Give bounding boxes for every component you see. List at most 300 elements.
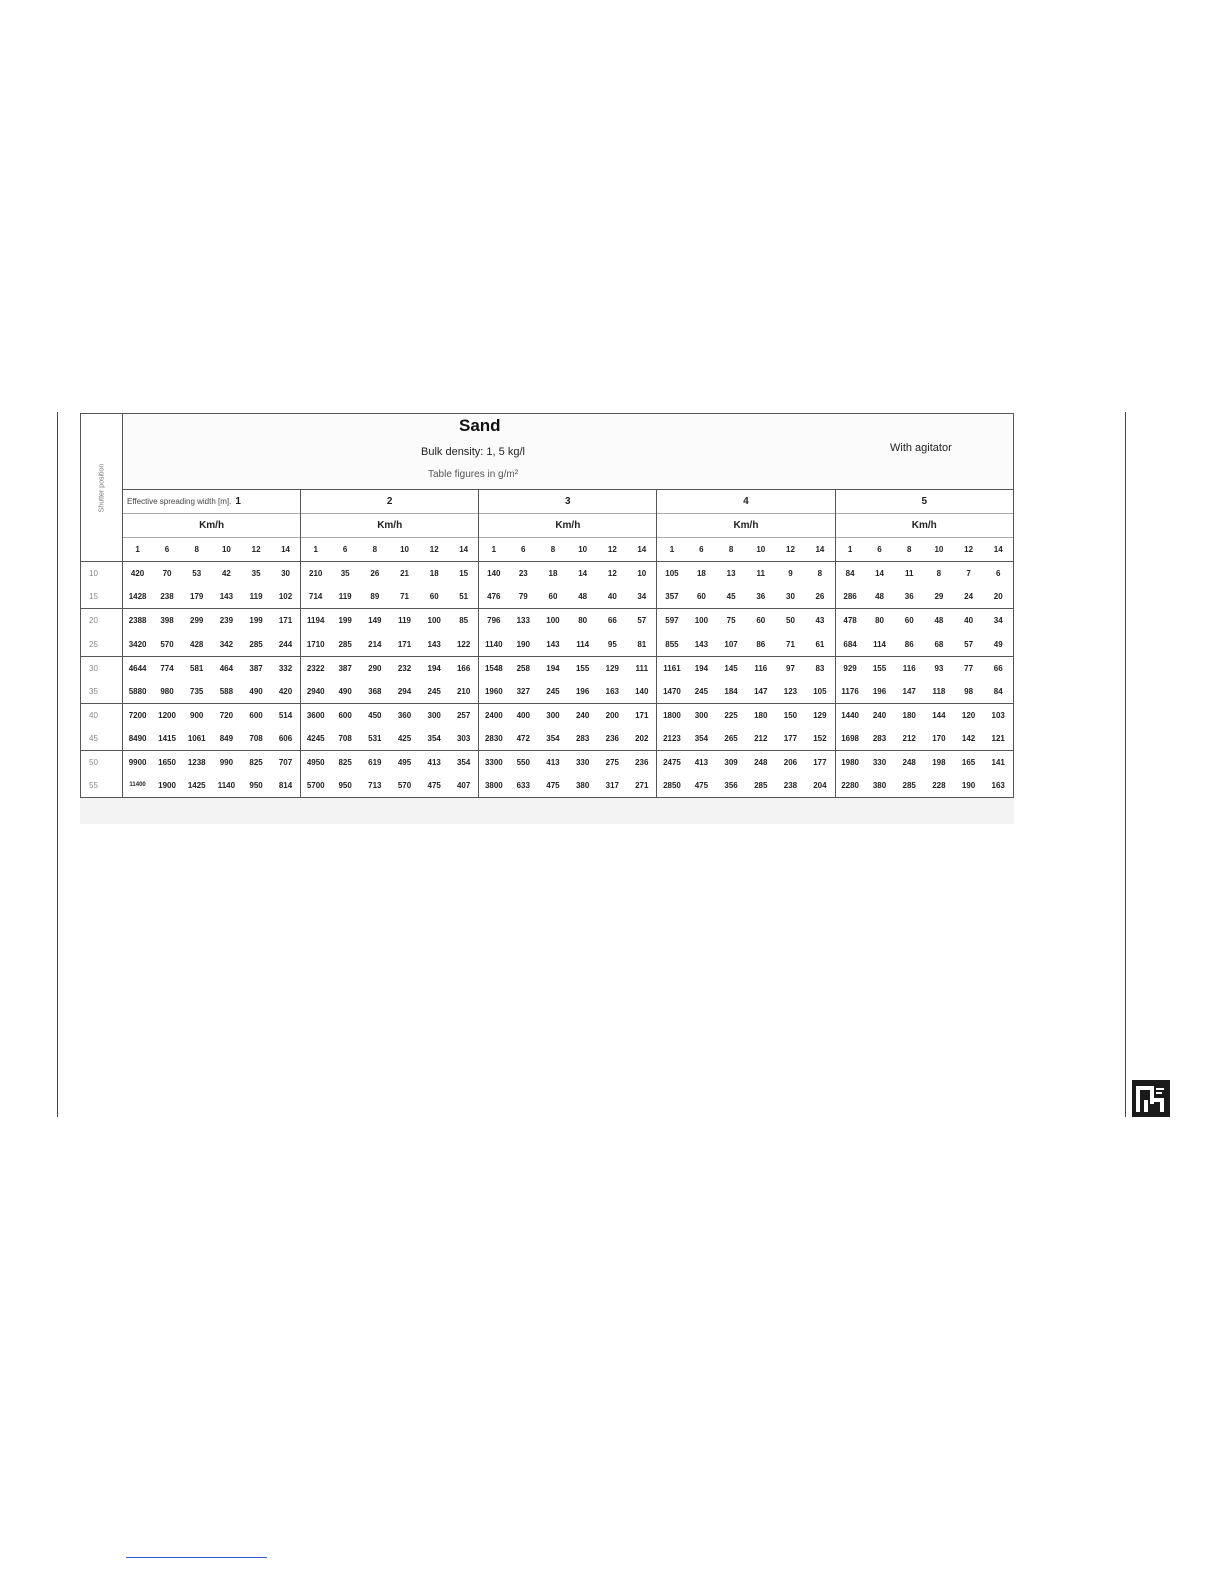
rate-cell: 286 — [843, 592, 857, 602]
rate-cell: 425 — [397, 733, 412, 743]
rate-cell: 265 — [724, 733, 738, 743]
rate-cell: 1415 — [158, 733, 176, 743]
speed-column-header: 6 — [508, 538, 538, 562]
speed-column-header: 8 — [894, 538, 924, 562]
rate-cell: 300 — [419, 703, 449, 727]
rate-cell: 3600 — [301, 703, 331, 727]
shutter-position-value: 45 — [81, 727, 123, 751]
rate-cell: 77 — [954, 656, 984, 680]
speed-column-header: 14 — [983, 538, 1013, 562]
rate-cell: 514 — [271, 703, 301, 727]
spreading-width-value: 5 — [921, 496, 928, 508]
rate-cell: 97 — [776, 656, 806, 680]
rate-cell: 119 — [249, 592, 263, 602]
rate-cell: 475 — [687, 774, 717, 798]
speed-unit-label: Km/h — [301, 514, 479, 538]
speed-column-header: 6 — [152, 538, 182, 562]
rate-cell: 210 — [449, 680, 479, 704]
rate-cell: 684 — [843, 639, 857, 649]
rate-cell: 36 — [904, 592, 914, 602]
rate-cell: 550 — [508, 750, 538, 774]
rate-cell: 1425 — [182, 774, 212, 798]
rate-cell: 774 — [152, 656, 182, 680]
rate-cell: 210 — [301, 562, 331, 586]
rate-cell: 80 — [865, 609, 895, 633]
rate-cell: 180 — [746, 703, 776, 727]
spreading-width-value: 3 — [565, 496, 571, 508]
rate-cell: 478 — [835, 609, 865, 633]
rate-cell: 24 — [964, 592, 974, 602]
speed-column-header: 12 — [598, 538, 628, 562]
rate-cell: 368 — [368, 686, 382, 696]
rate-cell: 300 — [538, 703, 568, 727]
rate-cell: 6 — [983, 562, 1013, 586]
rate-cell: 271 — [627, 774, 657, 798]
rate-cell: 116 — [746, 656, 776, 680]
rate-cell: 83 — [805, 656, 835, 680]
spreading-width-value: 2 — [386, 496, 393, 508]
speed-column-header: 12 — [419, 538, 449, 562]
spreading-width-2-header — [301, 490, 479, 514]
rate-cell: 238 — [160, 592, 174, 602]
rate-cell: 7 — [954, 562, 984, 586]
rate-cell: 103 — [983, 703, 1013, 727]
rate-cell: 86 — [904, 639, 914, 649]
rate-cell: 184 — [724, 686, 738, 696]
rate-cell: 177 — [805, 750, 835, 774]
rate-cell: 40 — [954, 609, 984, 633]
rate-cell: 420 — [271, 680, 301, 704]
rate-cell: 475 — [419, 774, 449, 798]
table-row — [81, 727, 1014, 751]
rate-cell: 413 — [538, 750, 568, 774]
rate-cell: 194 — [419, 656, 449, 680]
speed-column-header: 8 — [360, 538, 390, 562]
rate-cell: 285 — [894, 774, 924, 798]
rate-cell: 49 — [983, 633, 1013, 657]
rate-cell: 30 — [786, 592, 795, 602]
rate-cell: 11 — [894, 562, 924, 586]
table-shadow — [80, 798, 1014, 824]
rate-cell: 239 — [212, 609, 242, 633]
rate-cell: 147 — [754, 686, 768, 696]
rate-cell: 285 — [338, 639, 352, 649]
rate-cell: 35 — [330, 562, 360, 586]
speed-column-header: 1 — [835, 538, 865, 562]
rate-cell: 708 — [249, 733, 263, 743]
rate-cell: 2940 — [306, 686, 325, 696]
rate-cell: 9 — [776, 562, 806, 586]
rate-cell: 171 — [627, 703, 657, 727]
rate-cell: 1061 — [187, 733, 206, 743]
rate-cell: 283 — [872, 733, 887, 743]
rate-cell: 102 — [271, 585, 301, 609]
rate-cell: 204 — [805, 774, 835, 798]
rate-cell: 290 — [360, 656, 390, 680]
rate-cell: 707 — [271, 750, 301, 774]
shutter-position-value: 35 — [81, 680, 123, 704]
rate-cell: 26 — [805, 585, 835, 609]
rate-cell: 84 — [835, 562, 865, 586]
rate-cell: 236 — [627, 750, 657, 774]
spreading-width-row — [81, 490, 1014, 514]
shutter-position-header — [81, 414, 123, 562]
rate-cell: 398 — [152, 609, 182, 633]
rate-cell: 285 — [746, 774, 776, 798]
rate-cell: 163 — [983, 774, 1013, 798]
table-row — [81, 585, 1014, 609]
spreading-width-label: Effective spreading width [m]. — [127, 497, 232, 507]
rate-cell: 20 — [983, 585, 1013, 609]
spreading-width-4-header — [657, 490, 835, 514]
rate-cell: 232 — [390, 656, 420, 680]
rate-cell: 200 — [598, 703, 628, 727]
rate-cell: 145 — [716, 656, 746, 680]
rate-cell: 929 — [835, 656, 865, 680]
speed-column-header: 1 — [301, 538, 331, 562]
rate-cell: 212 — [902, 733, 916, 743]
rate-cell: 464 — [212, 656, 242, 680]
rate-cell: 123 — [783, 686, 798, 696]
rate-cell: 327 — [516, 686, 530, 696]
rate-cell: 53 — [182, 562, 212, 586]
rate-cell: 14 — [865, 562, 895, 586]
rate-cell: 713 — [360, 774, 390, 798]
shutter-position-value: 50 — [81, 750, 123, 774]
speed-unit-label: Km/h — [479, 514, 657, 538]
rate-cell: 600 — [241, 703, 271, 727]
rate-cell: 143 — [694, 639, 709, 649]
rate-cell: 142 — [961, 733, 976, 743]
table-row — [81, 562, 1014, 586]
rate-cell: 1710 — [306, 639, 325, 649]
rate-cell: 633 — [508, 774, 538, 798]
rate-cell: 238 — [776, 774, 806, 798]
rate-cell: 400 — [508, 703, 538, 727]
rate-cell: 1548 — [479, 656, 509, 680]
units-note: Table figures in g/m² — [428, 469, 519, 480]
rate-cell: 1161 — [657, 656, 687, 680]
spreading-width-value: 4 — [743, 496, 749, 508]
rate-cell: 796 — [479, 609, 509, 633]
rate-cell: 118 — [932, 686, 946, 696]
rate-cell: 720 — [212, 703, 242, 727]
rate-cell: 275 — [598, 750, 628, 774]
rate-cell: 80 — [568, 609, 598, 633]
rate-cell: 1440 — [835, 703, 865, 727]
spreading-width-1-header — [123, 490, 301, 514]
rate-cell: 3300 — [479, 750, 509, 774]
rate-cell: 360 — [390, 703, 420, 727]
rate-cell: 121 — [983, 727, 1013, 751]
rate-cell: 1698 — [841, 733, 859, 743]
rate-cell: 81 — [627, 633, 657, 657]
rate-cell: 163 — [605, 686, 620, 696]
speed-column-header: 6 — [330, 538, 360, 562]
footer-link-underline[interactable] — [126, 1557, 267, 1558]
rate-cell: 294 — [397, 686, 412, 696]
rate-cell: 303 — [449, 727, 479, 751]
rate-cell: 950 — [330, 774, 360, 798]
shutter-position-value: 15 — [81, 585, 123, 609]
rate-cell: 2123 — [663, 733, 681, 743]
rate-cell: 196 — [575, 686, 590, 696]
rate-cell: 140 — [627, 680, 657, 704]
rate-cell: 149 — [360, 609, 390, 633]
rate-cell: 48 — [578, 592, 588, 602]
table-title-row — [81, 414, 1014, 490]
rate-cell: 475 — [538, 774, 568, 798]
speed-column-header: 1 — [479, 538, 509, 562]
rate-cell: 133 — [508, 609, 538, 633]
page-border-left — [57, 412, 58, 1117]
rate-cell: 387 — [241, 656, 271, 680]
rate-cell: 166 — [449, 656, 479, 680]
rate-cell: 116 — [894, 656, 924, 680]
rate-cell: 93 — [924, 656, 954, 680]
rate-cell: 735 — [190, 686, 204, 696]
rate-cell: 165 — [954, 750, 984, 774]
rate-cell: 428 — [190, 639, 204, 649]
rate-cell: 450 — [360, 703, 390, 727]
rate-cell: 228 — [924, 774, 954, 798]
rate-cell: 300 — [687, 703, 717, 727]
rate-cell: 34 — [627, 585, 657, 609]
rate-cell: 196 — [872, 686, 887, 696]
rate-cell: 114 — [576, 639, 590, 649]
rate-cell: 40 — [607, 592, 617, 602]
rate-cell: 980 — [160, 686, 174, 696]
rate-cell: 71 — [786, 639, 795, 649]
rate-cell: 342 — [219, 639, 234, 649]
rate-cell: 619 — [360, 750, 390, 774]
rate-cell: 354 — [546, 733, 560, 743]
speed-column-header: 8 — [716, 538, 746, 562]
rate-cell: 114 — [873, 639, 886, 649]
rate-cell: 143 — [546, 639, 560, 649]
rate-cell: 48 — [875, 592, 884, 602]
rate-cell: 51 — [449, 585, 479, 609]
rate-cell: 283 — [575, 733, 590, 743]
rate-cell: 357 — [665, 592, 679, 602]
speed-column-header: 8 — [538, 538, 568, 562]
rate-cell: 245 — [694, 686, 709, 696]
shutter-position-value: 25 — [81, 633, 123, 657]
rate-cell: 179 — [190, 592, 204, 602]
shutter-position-value: 30 — [81, 656, 123, 680]
table-row — [81, 703, 1014, 727]
rate-cell: 199 — [330, 609, 360, 633]
rate-cell: 60 — [894, 609, 924, 633]
rate-cell: 29 — [934, 592, 944, 602]
rate-cell: 309 — [716, 750, 746, 774]
rate-cell: 155 — [865, 656, 895, 680]
rate-cell: 98 — [964, 686, 974, 696]
rate-cell: 120 — [954, 703, 984, 727]
rate-cell: 240 — [865, 703, 895, 727]
rate-cell: 61 — [805, 633, 835, 657]
rate-cell: 180 — [894, 703, 924, 727]
rate-cell: 1800 — [657, 703, 687, 727]
rate-cell: 1200 — [152, 703, 182, 727]
rate-cell: 198 — [924, 750, 954, 774]
rate-cell: 18 — [687, 562, 717, 586]
speed-column-header: 8 — [182, 538, 212, 562]
rate-cell: 1176 — [841, 686, 859, 696]
rate-cell: 245 — [546, 686, 560, 696]
rate-cell: 3800 — [479, 774, 509, 798]
speed-column-header: 10 — [212, 538, 242, 562]
rate-cell: 413 — [419, 750, 449, 774]
table-title-cell — [123, 414, 1014, 490]
rate-cell: 472 — [516, 733, 530, 743]
table-row — [81, 633, 1014, 657]
speed-column-header: 10 — [568, 538, 598, 562]
rate-cell: 495 — [390, 750, 420, 774]
table-title: Sand — [459, 416, 501, 435]
rate-cell: 105 — [805, 680, 835, 704]
rate-cell: 317 — [598, 774, 628, 798]
rate-cell: 588 — [219, 686, 234, 696]
rate-cell: 18 — [538, 562, 568, 586]
rate-cell: 2850 — [657, 774, 687, 798]
rate-cell: 70 — [152, 562, 182, 586]
rate-cell: 380 — [865, 774, 895, 798]
rate-cell: 4644 — [123, 656, 153, 680]
rate-cell: 86 — [756, 639, 766, 649]
spreading-width-value: 1 — [235, 496, 241, 508]
spreading-width-3-header — [479, 490, 657, 514]
rate-cell: 11400 — [123, 774, 153, 798]
rate-cell: 581 — [182, 656, 212, 680]
rate-cell: 35 — [241, 562, 271, 586]
rate-cell: 825 — [330, 750, 360, 774]
rate-cell: 5700 — [301, 774, 331, 798]
rate-cell: 84 — [983, 680, 1013, 704]
rate-cell: 597 — [657, 609, 687, 633]
rate-cell: 13 — [716, 562, 746, 586]
rate-cell: 45 — [726, 592, 736, 602]
spreading-width-5-header — [835, 490, 1014, 514]
rate-cell: 194 — [687, 656, 717, 680]
rate-cell: 490 — [249, 686, 263, 696]
rate-cell: 100 — [419, 609, 449, 633]
rate-cell: 570 — [390, 774, 420, 798]
speed-column-header: 10 — [390, 538, 420, 562]
rate-cell: 1900 — [152, 774, 182, 798]
rate-cell: 143 — [427, 639, 441, 649]
rate-cell: 900 — [182, 703, 212, 727]
rate-cell: 990 — [212, 750, 242, 774]
rate-cell: 10 — [627, 562, 657, 586]
rate-cell: 34 — [983, 609, 1013, 633]
rate-cell: 212 — [754, 733, 768, 743]
rate-cell: 202 — [627, 727, 657, 751]
rate-cell: 1140 — [485, 639, 503, 649]
rate-cell: 2400 — [479, 703, 509, 727]
rate-cell: 75 — [716, 609, 746, 633]
rate-cell: 177 — [783, 733, 798, 743]
rate-cell: 11 — [746, 562, 776, 586]
rate-cell: 122 — [449, 633, 479, 657]
speed-unit-label: Km/h — [835, 514, 1014, 538]
shutter-position-value: 55 — [81, 774, 123, 798]
rate-cell: 155 — [568, 656, 598, 680]
rate-cell: 708 — [338, 733, 352, 743]
rate-cell: 849 — [219, 733, 234, 743]
rate-cell: 199 — [241, 609, 271, 633]
rate-cell: 244 — [271, 633, 301, 657]
rate-cell: 225 — [716, 703, 746, 727]
rate-cell: 245 — [427, 686, 441, 696]
rate-cell: 107 — [724, 639, 738, 649]
rate-cell: 825 — [241, 750, 271, 774]
rate-cell: 119 — [338, 592, 352, 602]
rate-cell: 1428 — [128, 592, 147, 602]
rate-cell: 330 — [865, 750, 895, 774]
rate-cell: 147 — [902, 686, 916, 696]
rate-cell: 60 — [746, 609, 776, 633]
speed-unit-label: Km/h — [123, 514, 301, 538]
rate-cell: 1238 — [182, 750, 212, 774]
table-row — [81, 656, 1014, 680]
rate-cell: 190 — [516, 639, 530, 649]
rate-cell: 2322 — [301, 656, 331, 680]
table-row — [81, 750, 1014, 774]
rate-cell: 354 — [427, 733, 441, 743]
rate-cell: 2830 — [484, 733, 503, 743]
rate-cell: 2475 — [657, 750, 687, 774]
speed-column-header: 14 — [805, 538, 835, 562]
rate-cell: 600 — [330, 703, 360, 727]
table-row — [81, 680, 1014, 704]
speed-column-header: 12 — [241, 538, 271, 562]
rate-cell: 476 — [487, 592, 501, 602]
rate-cell: 66 — [598, 609, 628, 633]
shutter-position-value: 10 — [81, 562, 123, 586]
agitator-note: With agitator — [890, 442, 952, 454]
rate-cell: 855 — [665, 639, 679, 649]
spreading-rate-table — [80, 413, 1014, 798]
rate-cell: 60 — [548, 592, 558, 602]
rate-cell: 299 — [182, 609, 212, 633]
speed-column-header: 1 — [123, 538, 153, 562]
rate-cell: 85 — [449, 609, 479, 633]
speed-column-header: 1 — [657, 538, 687, 562]
rate-cell: 43 — [805, 609, 835, 633]
rate-cell: 2280 — [835, 774, 865, 798]
rate-cell: 407 — [449, 774, 479, 798]
rate-cell: 57 — [627, 609, 657, 633]
rate-cell: 50 — [776, 609, 806, 633]
rate-cell: 258 — [508, 656, 538, 680]
rate-cell: 57 — [964, 639, 974, 649]
rate-cell: 380 — [568, 774, 598, 798]
rate-cell: 150 — [776, 703, 806, 727]
rate-cell: 354 — [694, 733, 709, 743]
rate-cell: 8 — [924, 562, 954, 586]
rate-cell: 5880 — [128, 686, 147, 696]
speed-values-row — [81, 538, 1014, 562]
manufacturer-logo-icon — [1132, 1080, 1170, 1117]
bulk-density-text: Bulk density: 1, 5 kg/l — [421, 446, 525, 458]
rate-cell: 68 — [934, 639, 944, 649]
rate-cell: 95 — [607, 639, 617, 649]
rate-cell: 14 — [568, 562, 598, 586]
rate-cell: 171 — [271, 609, 301, 633]
rate-cell: 330 — [568, 750, 598, 774]
rate-cell: 950 — [241, 774, 271, 798]
